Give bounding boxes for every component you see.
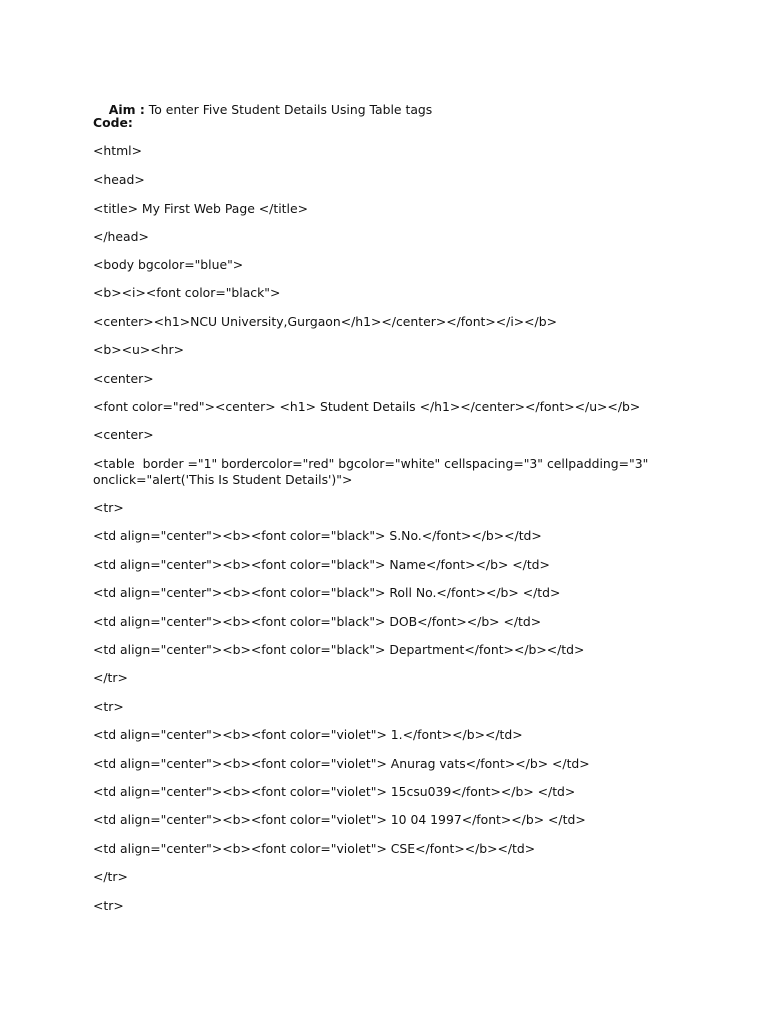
code-line: <head> [93,172,145,187]
code-label: Code: [93,115,133,130]
code-line: <td align="center"><b><font color="black"> Roll No.</font></b> </td> [93,585,561,600]
code-line: <td align="center"><b><font color="black"> Department</font></b></td> [93,642,585,657]
code-line: <tr> [93,699,124,714]
code-line: <center> [93,427,154,442]
code-line: </tr> [93,670,128,685]
aim-text: To enter Five Student Details Using Table tags [144,102,433,117]
code-line: <td align="center"><b><font color="violet"> 15csu039</font></b> </td> [93,784,576,799]
code-line: <center> [93,371,154,386]
code-line: <td align="center"><b><font color="violet"> CSE</font></b></td> [93,841,536,856]
code-line: </tr> [93,869,128,884]
code-line: <td align="center"><b><font color="black"> S.No.</font></b></td> [93,528,542,543]
code-line: <body bgcolor="blue"> [93,257,244,272]
code-line: <b><u><hr> [93,342,184,357]
code-line: <table border ="1" bordercolor="red" bgcolor="white" cellspacing="3" cellpadding="3" onclick="alert('This Is Student Details')"> [93,456,653,487]
code-line: <td align="center"><b><font color="violet"> 10 04 1997</font></b> </td> [93,812,586,827]
code-line: <font color="red"><center> <h1> Student Details </h1></center></font></u></b> [93,399,641,414]
code-line: <b><i><font color="black"> [93,285,281,300]
code-line: <td align="center"><b><font color="black"> Name</font></b> </td> [93,557,550,572]
code-line: <tr> [93,500,124,515]
code-line: </head> [93,229,149,244]
code-line: <tr> [93,898,124,913]
code-line: <title> My First Web Page </title> [93,201,308,216]
code-line: <td align="center"><b><font color="violet"> Anurag vats</font></b> </td> [93,756,590,771]
code-line: <td align="center"><b><font color="violet"> 1.</font></b></td> [93,727,523,742]
code-line: <html> [93,143,142,158]
aim-label: Aim : [108,102,145,117]
code-line: <center><h1>NCU University,Gurgaon</h1></center></font></i></b> [93,314,557,329]
code-line: <td align="center"><b><font color="black"> DOB</font></b> </td> [93,614,542,629]
